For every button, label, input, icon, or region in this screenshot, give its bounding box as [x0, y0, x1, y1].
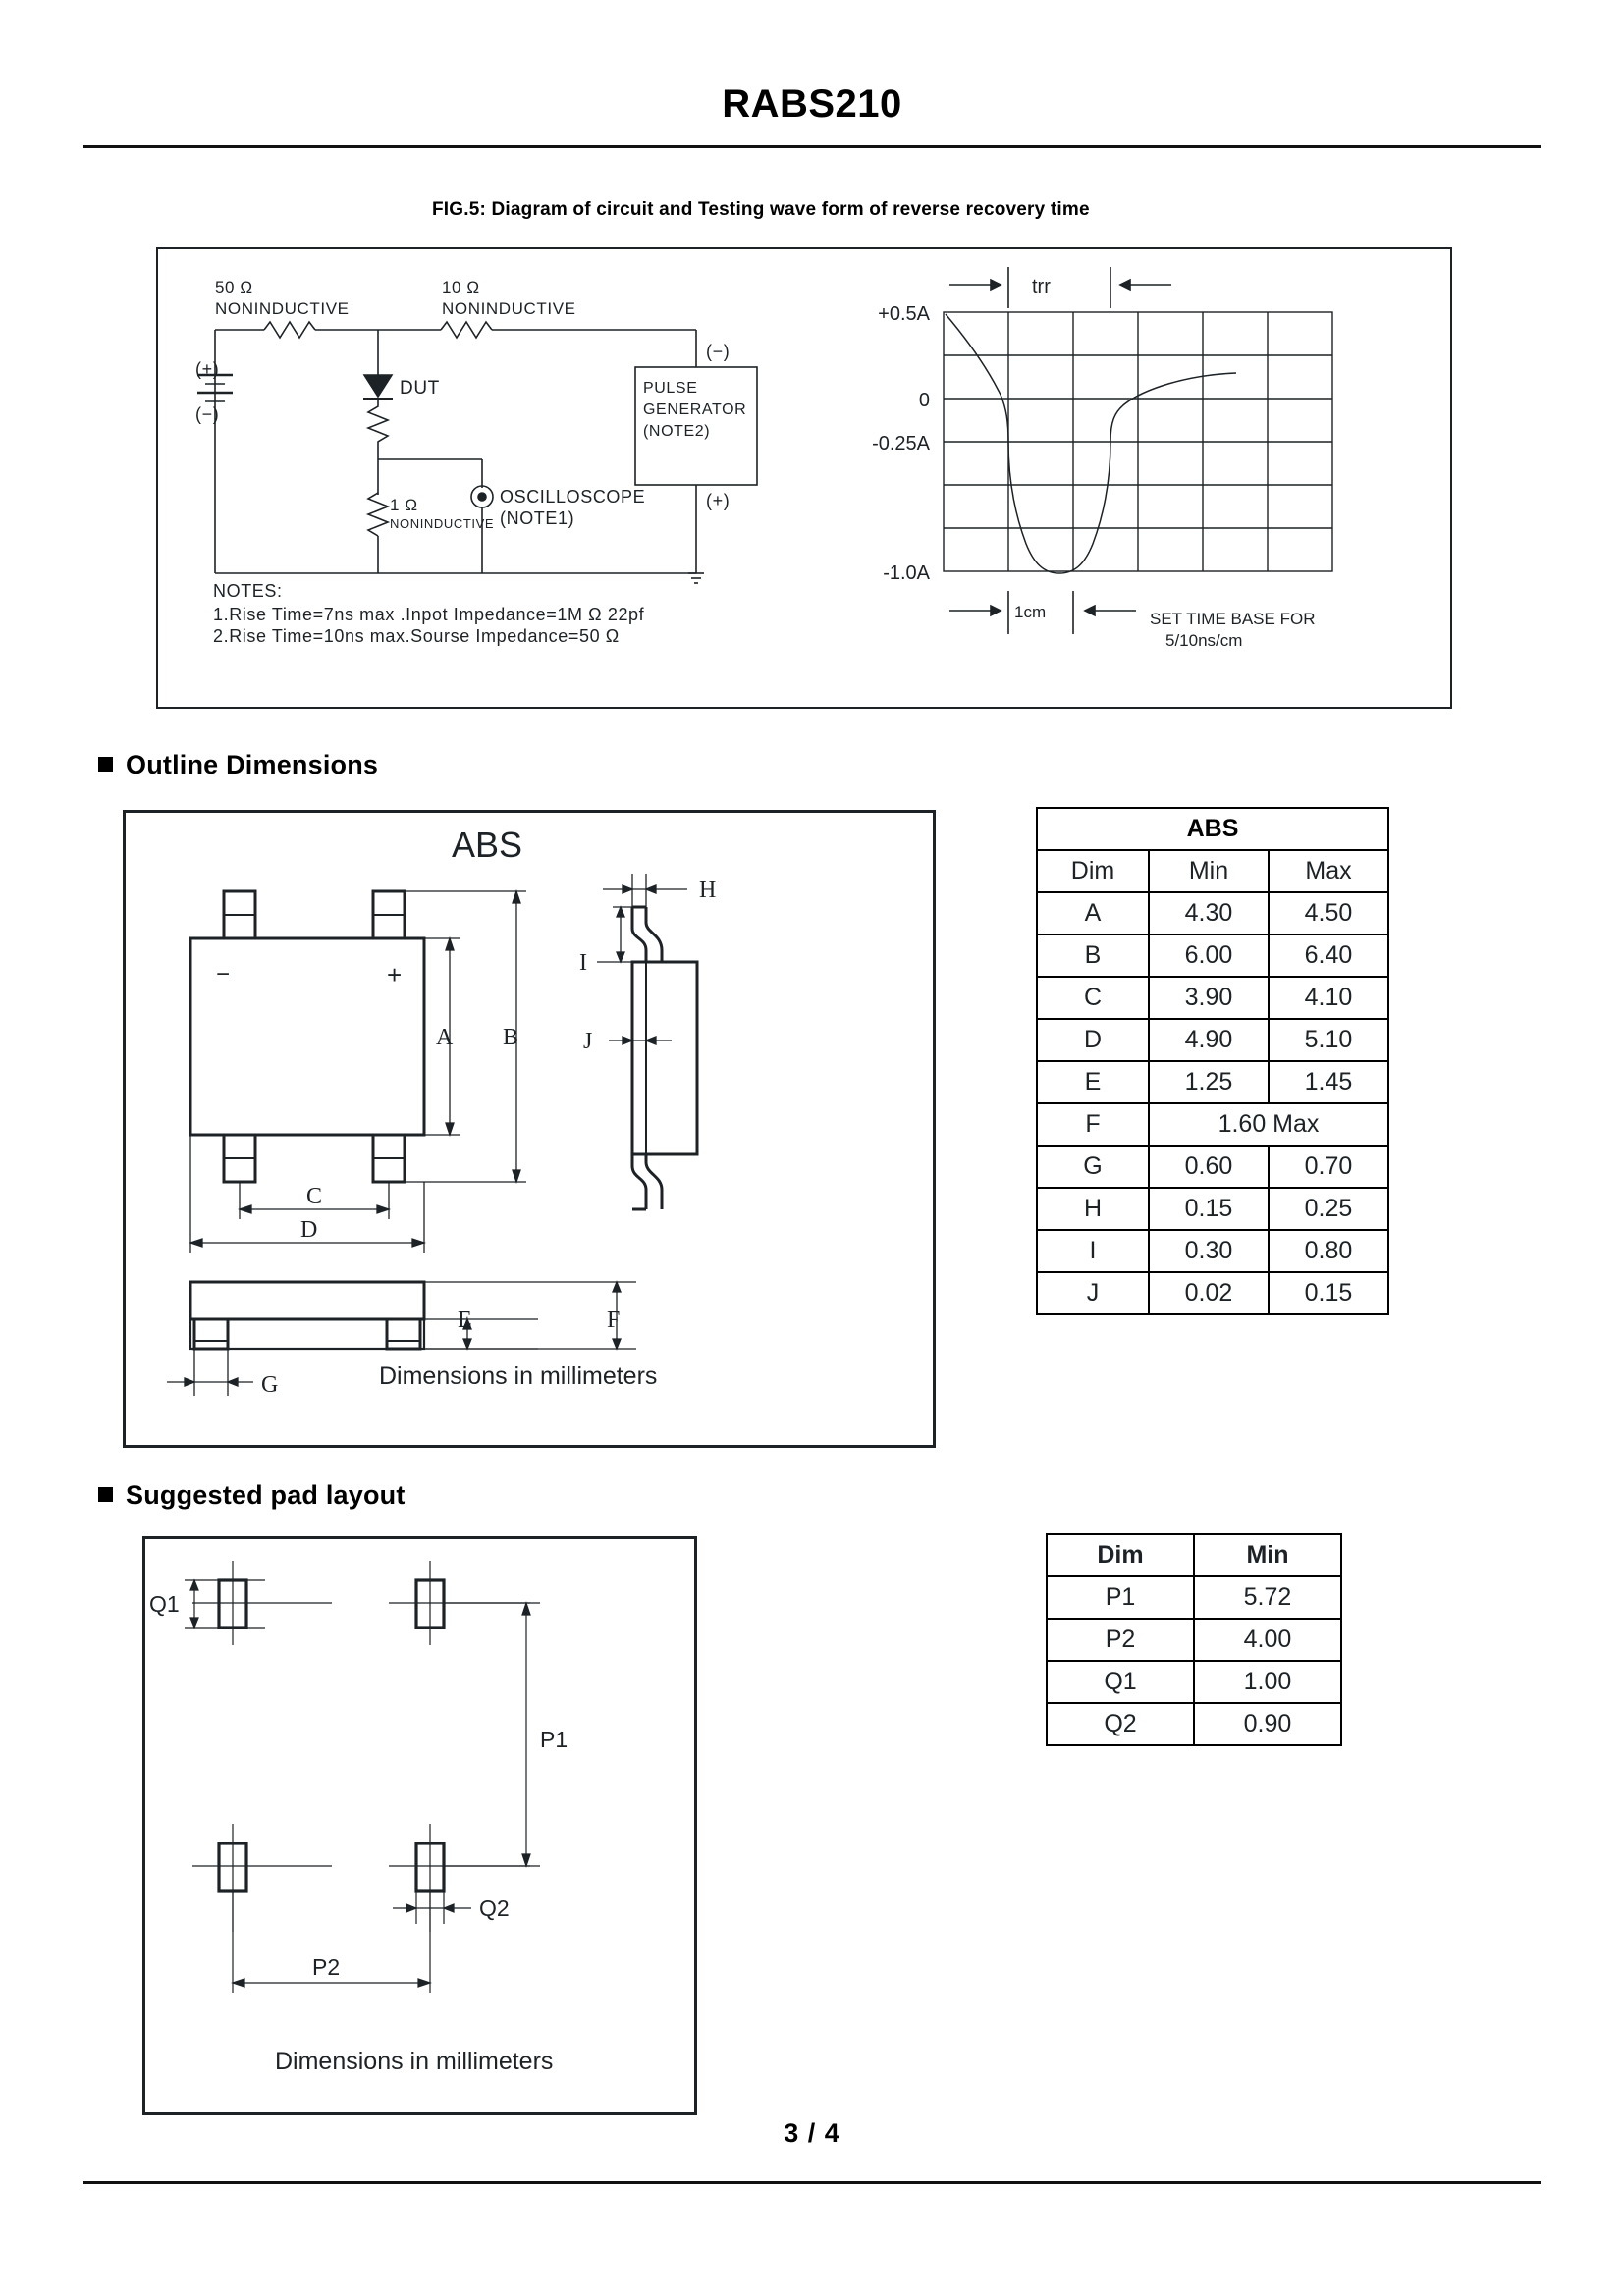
timebase-line1: SET TIME BASE FOR	[1150, 610, 1316, 628]
cell-dim: A	[1037, 892, 1149, 934]
table-row	[1037, 1103, 1388, 1146]
cell-dim: Q1	[1047, 1661, 1194, 1703]
cell-dim: P2	[1047, 1619, 1194, 1661]
cell-min: 1.00	[1194, 1661, 1341, 1703]
cell-min: 6.00	[1149, 934, 1269, 977]
square-bullet-icon	[98, 757, 113, 772]
page-title: RABS210	[722, 82, 902, 126]
pad-dim-label-P1: P1	[540, 1727, 568, 1752]
pad-col-dim: Dim	[1047, 1534, 1194, 1576]
section-heading-outline-dimensions	[98, 750, 378, 780]
resistor-50-type: NONINDUCTIVE	[215, 299, 350, 318]
resistor-1-type: NONINDUCTIVE	[390, 516, 495, 531]
cell-span: 1.60 Max	[1149, 1103, 1388, 1146]
abs-table-title: ABS	[1037, 808, 1388, 850]
cell-dim: G	[1037, 1146, 1149, 1188]
pulse-gen-line2: GENERATOR	[643, 401, 747, 418]
outline-dimensions-caption: Dimensions in millimeters	[379, 1362, 658, 1390]
outline-heading-text: Outline Dimensions	[126, 750, 379, 779]
dim-letter-D: D	[300, 1217, 318, 1243]
resistor-10-value: 10 Ω	[442, 278, 480, 296]
cell-max: 0.70	[1269, 1146, 1388, 1188]
axis-label-1: 0	[918, 390, 930, 411]
figure-5-box	[156, 247, 1452, 709]
resistor-10-type: NONINDUCTIVE	[442, 299, 576, 318]
outline-drawing-title: ABS	[452, 825, 523, 865]
cell-dim: J	[1037, 1272, 1149, 1314]
abs-col-min: Min	[1149, 850, 1269, 892]
cell-dim: C	[1037, 977, 1149, 1019]
outline-drawing	[126, 813, 933, 1445]
pad-heading-text: Suggested pad layout	[126, 1480, 406, 1510]
battery-plus-label: (+)	[195, 359, 220, 379]
pad-layout-caption: Dimensions in millimeters	[275, 2048, 554, 2075]
footer-divider	[83, 2181, 1541, 2184]
battery-minus-label: (−)	[195, 404, 220, 424]
figure-5-caption: FIG.5: Diagram of circuit and Testing wave form of reverse recovery time	[432, 199, 1090, 220]
pulse-gen-plus-label: (+)	[706, 491, 731, 510]
table-row	[1037, 1230, 1388, 1272]
table-row	[1037, 892, 1388, 934]
dim-letter-F: F	[607, 1308, 621, 1333]
cell-dim: B	[1037, 934, 1149, 977]
cell-dim: F	[1037, 1103, 1149, 1146]
header-divider	[83, 145, 1541, 148]
table-row	[1037, 977, 1388, 1019]
table-row	[1037, 934, 1388, 977]
cell-dim: I	[1037, 1230, 1149, 1272]
cell-max: 0.80	[1269, 1230, 1388, 1272]
cell-min: 0.60	[1149, 1146, 1269, 1188]
axis-label-3: -1.0A	[883, 562, 930, 584]
cell-min: 0.15	[1149, 1188, 1269, 1230]
page-number: 3 / 4	[784, 2118, 840, 2148]
cell-dim: E	[1037, 1061, 1149, 1103]
cell-max: 0.15	[1269, 1272, 1388, 1314]
cell-dim: Q2	[1047, 1703, 1194, 1745]
cell-dim: D	[1037, 1019, 1149, 1061]
cell-min: 0.02	[1149, 1272, 1269, 1314]
dim-letter-E: E	[458, 1308, 472, 1333]
pad-col-min: Min	[1194, 1534, 1341, 1576]
pulse-gen-line3: (NOTE2)	[643, 423, 711, 440]
table-row	[1037, 1272, 1388, 1314]
cell-min: 4.30	[1149, 892, 1269, 934]
pulse-gen-line1: PULSE	[643, 380, 698, 397]
figure-5-diagram	[158, 249, 1450, 707]
cell-min: 4.00	[1194, 1619, 1341, 1661]
table-row-header	[1047, 1534, 1341, 1576]
dim-letter-A: A	[436, 1025, 454, 1050]
pad-layout-drawing	[145, 1539, 694, 2112]
cell-dim: P1	[1047, 1576, 1194, 1619]
table-row-title	[1037, 808, 1388, 850]
trr-label: trr	[1032, 276, 1051, 297]
axis-label-0: +0.5A	[878, 303, 930, 325]
resistor-50-value: 50 Ω	[215, 278, 253, 296]
abs-col-max: Max	[1269, 850, 1388, 892]
abs-col-dim: Dim	[1037, 850, 1149, 892]
outline-drawing-box	[123, 810, 936, 1448]
table-row	[1047, 1661, 1341, 1703]
dim-letter-C: C	[306, 1184, 323, 1209]
dim-letter-B: B	[503, 1025, 519, 1050]
pad-dim-label-Q2: Q2	[479, 1896, 510, 1921]
cell-max: 4.50	[1269, 892, 1388, 934]
cell-max: 6.40	[1269, 934, 1388, 977]
table-row	[1047, 1576, 1341, 1619]
table-row	[1037, 1188, 1388, 1230]
square-bullet-icon	[98, 1487, 113, 1502]
table-row	[1047, 1703, 1341, 1745]
cell-min: 1.25	[1149, 1061, 1269, 1103]
abs-dimensions-table	[1036, 807, 1389, 1315]
note-1: 1.Rise Time=7ns max .Inpot Impedance=1M Ω 22pf	[213, 605, 645, 624]
cell-min: 5.72	[1194, 1576, 1341, 1619]
oscilloscope-label-1: OSCILLOSCOPE	[500, 487, 646, 507]
cell-max: 5.10	[1269, 1019, 1388, 1061]
dim-letter-I: I	[579, 950, 587, 976]
axis-label-2: -0.25A	[872, 433, 930, 454]
polarity-minus-label: −	[216, 961, 231, 988]
pad-layout-drawing-box	[142, 1536, 697, 2115]
polarity-plus-label: +	[387, 960, 403, 989]
pad-layout-table	[1046, 1533, 1342, 1746]
dim-letter-G: G	[261, 1372, 279, 1398]
table-row	[1037, 1146, 1388, 1188]
cell-dim: H	[1037, 1188, 1149, 1230]
cell-min: 0.30	[1149, 1230, 1269, 1272]
dim-letter-J: J	[583, 1029, 593, 1054]
resistor-1-value: 1 Ω	[390, 496, 418, 514]
cell-min: 0.90	[1194, 1703, 1341, 1745]
table-row	[1037, 1019, 1388, 1061]
dut-label: DUT	[400, 378, 440, 399]
timebase-line2: 5/10ns/cm	[1165, 631, 1243, 650]
cm-label: 1cm	[1014, 603, 1047, 621]
oscilloscope-label-2: (NOTE1)	[500, 508, 575, 528]
pad-dim-label-P2: P2	[312, 1954, 341, 1980]
table-row	[1037, 1061, 1388, 1103]
pad-dim-label-Q1: Q1	[149, 1591, 180, 1617]
dim-letter-H: H	[699, 878, 717, 903]
section-heading-suggested-pad-layout	[98, 1480, 406, 1511]
table-row	[1047, 1619, 1341, 1661]
pulse-gen-minus-label: (−)	[706, 342, 731, 361]
table-row-header	[1037, 850, 1388, 892]
cell-max: 1.45	[1269, 1061, 1388, 1103]
notes-title: NOTES:	[213, 581, 283, 601]
note-2: 2.Rise Time=10ns max.Sourse Impedance=50 Ω	[213, 626, 620, 646]
cell-min: 4.90	[1149, 1019, 1269, 1061]
cell-min: 3.90	[1149, 977, 1269, 1019]
cell-max: 4.10	[1269, 977, 1388, 1019]
cell-max: 0.25	[1269, 1188, 1388, 1230]
